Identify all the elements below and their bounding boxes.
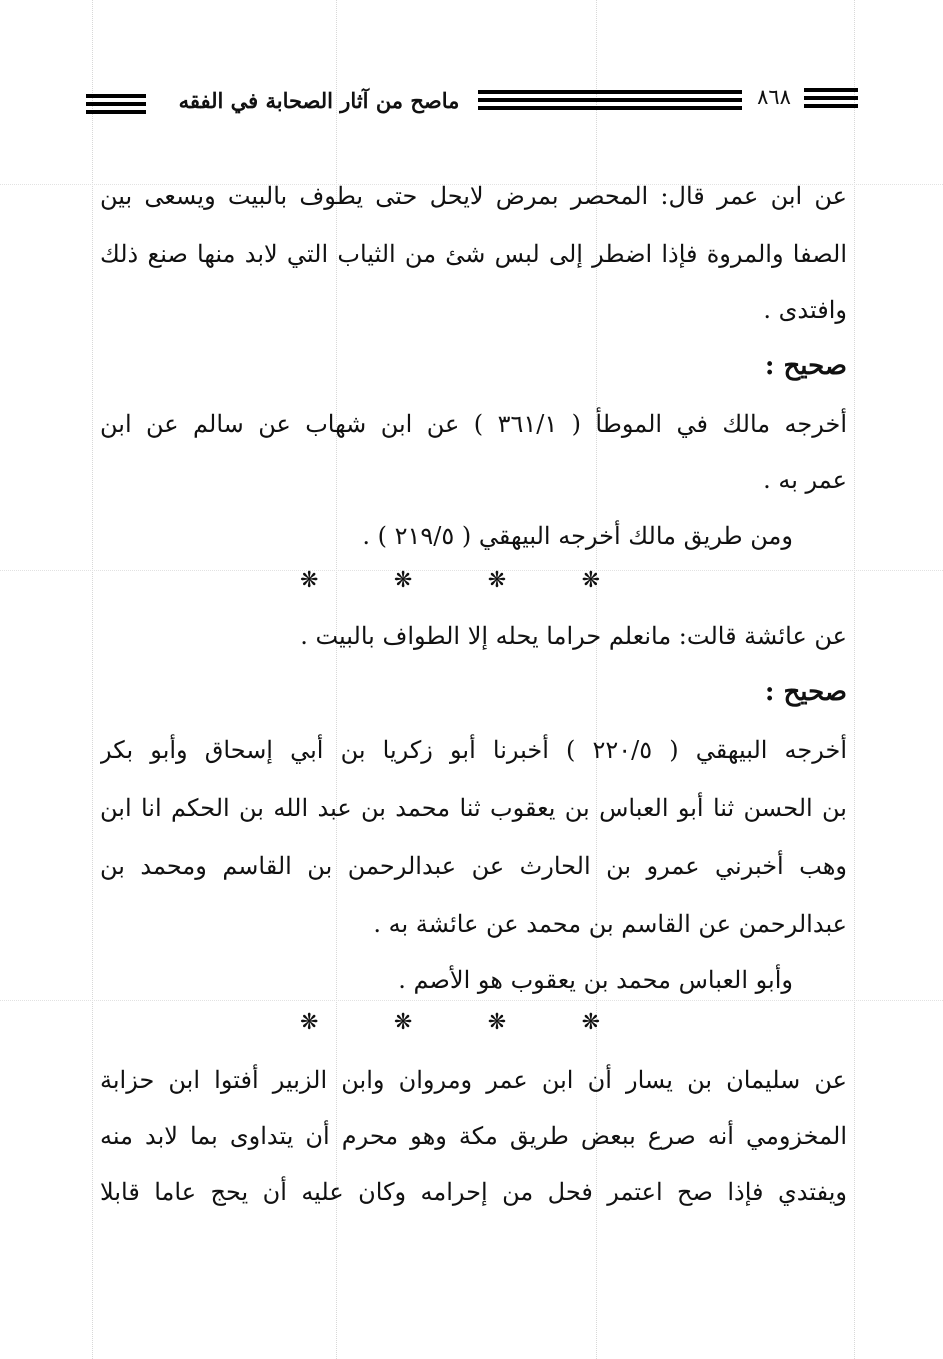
header-rule	[478, 90, 742, 94]
separator-star-icon: ❋	[300, 568, 319, 593]
header-rule	[86, 110, 146, 114]
separator-star-icon: ❋	[487, 568, 507, 593]
header-rule	[86, 94, 146, 98]
section-separator	[300, 566, 600, 596]
section-separator	[300, 1008, 600, 1038]
header-rule	[804, 104, 858, 108]
separator-star-icon: ❋	[300, 1010, 319, 1035]
header-rule	[478, 98, 742, 102]
text-line: ومن طريق مالك أخرجه البيهقي ( ٢١٩/٥ ) .	[362, 522, 793, 550]
text-line: عن عائشة قالت: مانعلم حراما يحله إلا الطواف بالبيت .	[300, 622, 847, 650]
scan-guide	[92, 0, 93, 1359]
text-line: ويفتدي فإذا صح اعتمر فحل من إحرامه وكان عليه أن يحج عاما قابلا	[100, 1178, 847, 1206]
section-heading: صحيح :	[764, 677, 847, 707]
separator-star-icon: ❋	[581, 1010, 600, 1035]
running-title: ماصح من آثار الصحابة في الفقه	[178, 88, 460, 113]
header-rule	[804, 96, 858, 100]
text-line: وافتدى .	[763, 296, 847, 324]
header-rule	[478, 106, 742, 110]
separator-star-icon: ❋	[581, 568, 600, 593]
text-line: وأبو العباس محمد بن يعقوب هو الأصم .	[398, 966, 793, 994]
separator-star-icon: ❋	[393, 1010, 413, 1035]
section-heading: صحيح :	[764, 351, 847, 381]
text-line: الصفا والمروة فإذا اضطر إلى لبس شئ من الثياب التي لابد منها صنع ذلك	[100, 240, 847, 268]
page-header	[86, 84, 858, 120]
text-line: المخزومي أنه صرع ببعض طريق مكة وهو محرم أن يتداوى بما لابد منه	[100, 1122, 847, 1150]
header-rule	[86, 102, 146, 106]
text-line: أخرجه مالك في الموطأ ( ٣٦١/١ ) عن ابن شهاب عن سالم عن ابن	[100, 410, 847, 438]
header-rule	[804, 88, 858, 92]
text-line: وهب أخبرني عمرو بن الحارث عن عبدالرحمن بن القاسم ومحمد بن	[100, 852, 847, 880]
text-line: عبدالرحمن عن القاسم بن محمد عن عائشة به .	[373, 910, 847, 938]
text-line: بن الحسن ثنا أبو العباس بن يعقوب ثنا محمد بن عبد الله بن الحكم انا ابن	[100, 794, 847, 822]
text-line: عن سليمان بن يسار أن ابن عمر ومروان وابن الزبير أفتوا ابن حزابة	[100, 1066, 847, 1094]
separator-star-icon: ❋	[487, 1010, 507, 1035]
text-line: عن ابن عمر قال: المحصر بمرض لايحل حتى يطوف بالبيت ويسعى بين	[100, 182, 847, 210]
text-line: عمر به .	[763, 466, 847, 494]
text-line: أخرجه البيهقي ( ٢٢٠/٥ ) أخبرنا أبو زكريا بن أبي إسحاق وأبو بكر	[100, 736, 847, 764]
page-number: ٨٦٨	[757, 85, 791, 109]
separator-star-icon: ❋	[393, 568, 413, 593]
scan-guide	[854, 0, 855, 1359]
scan-guide	[0, 1000, 943, 1001]
